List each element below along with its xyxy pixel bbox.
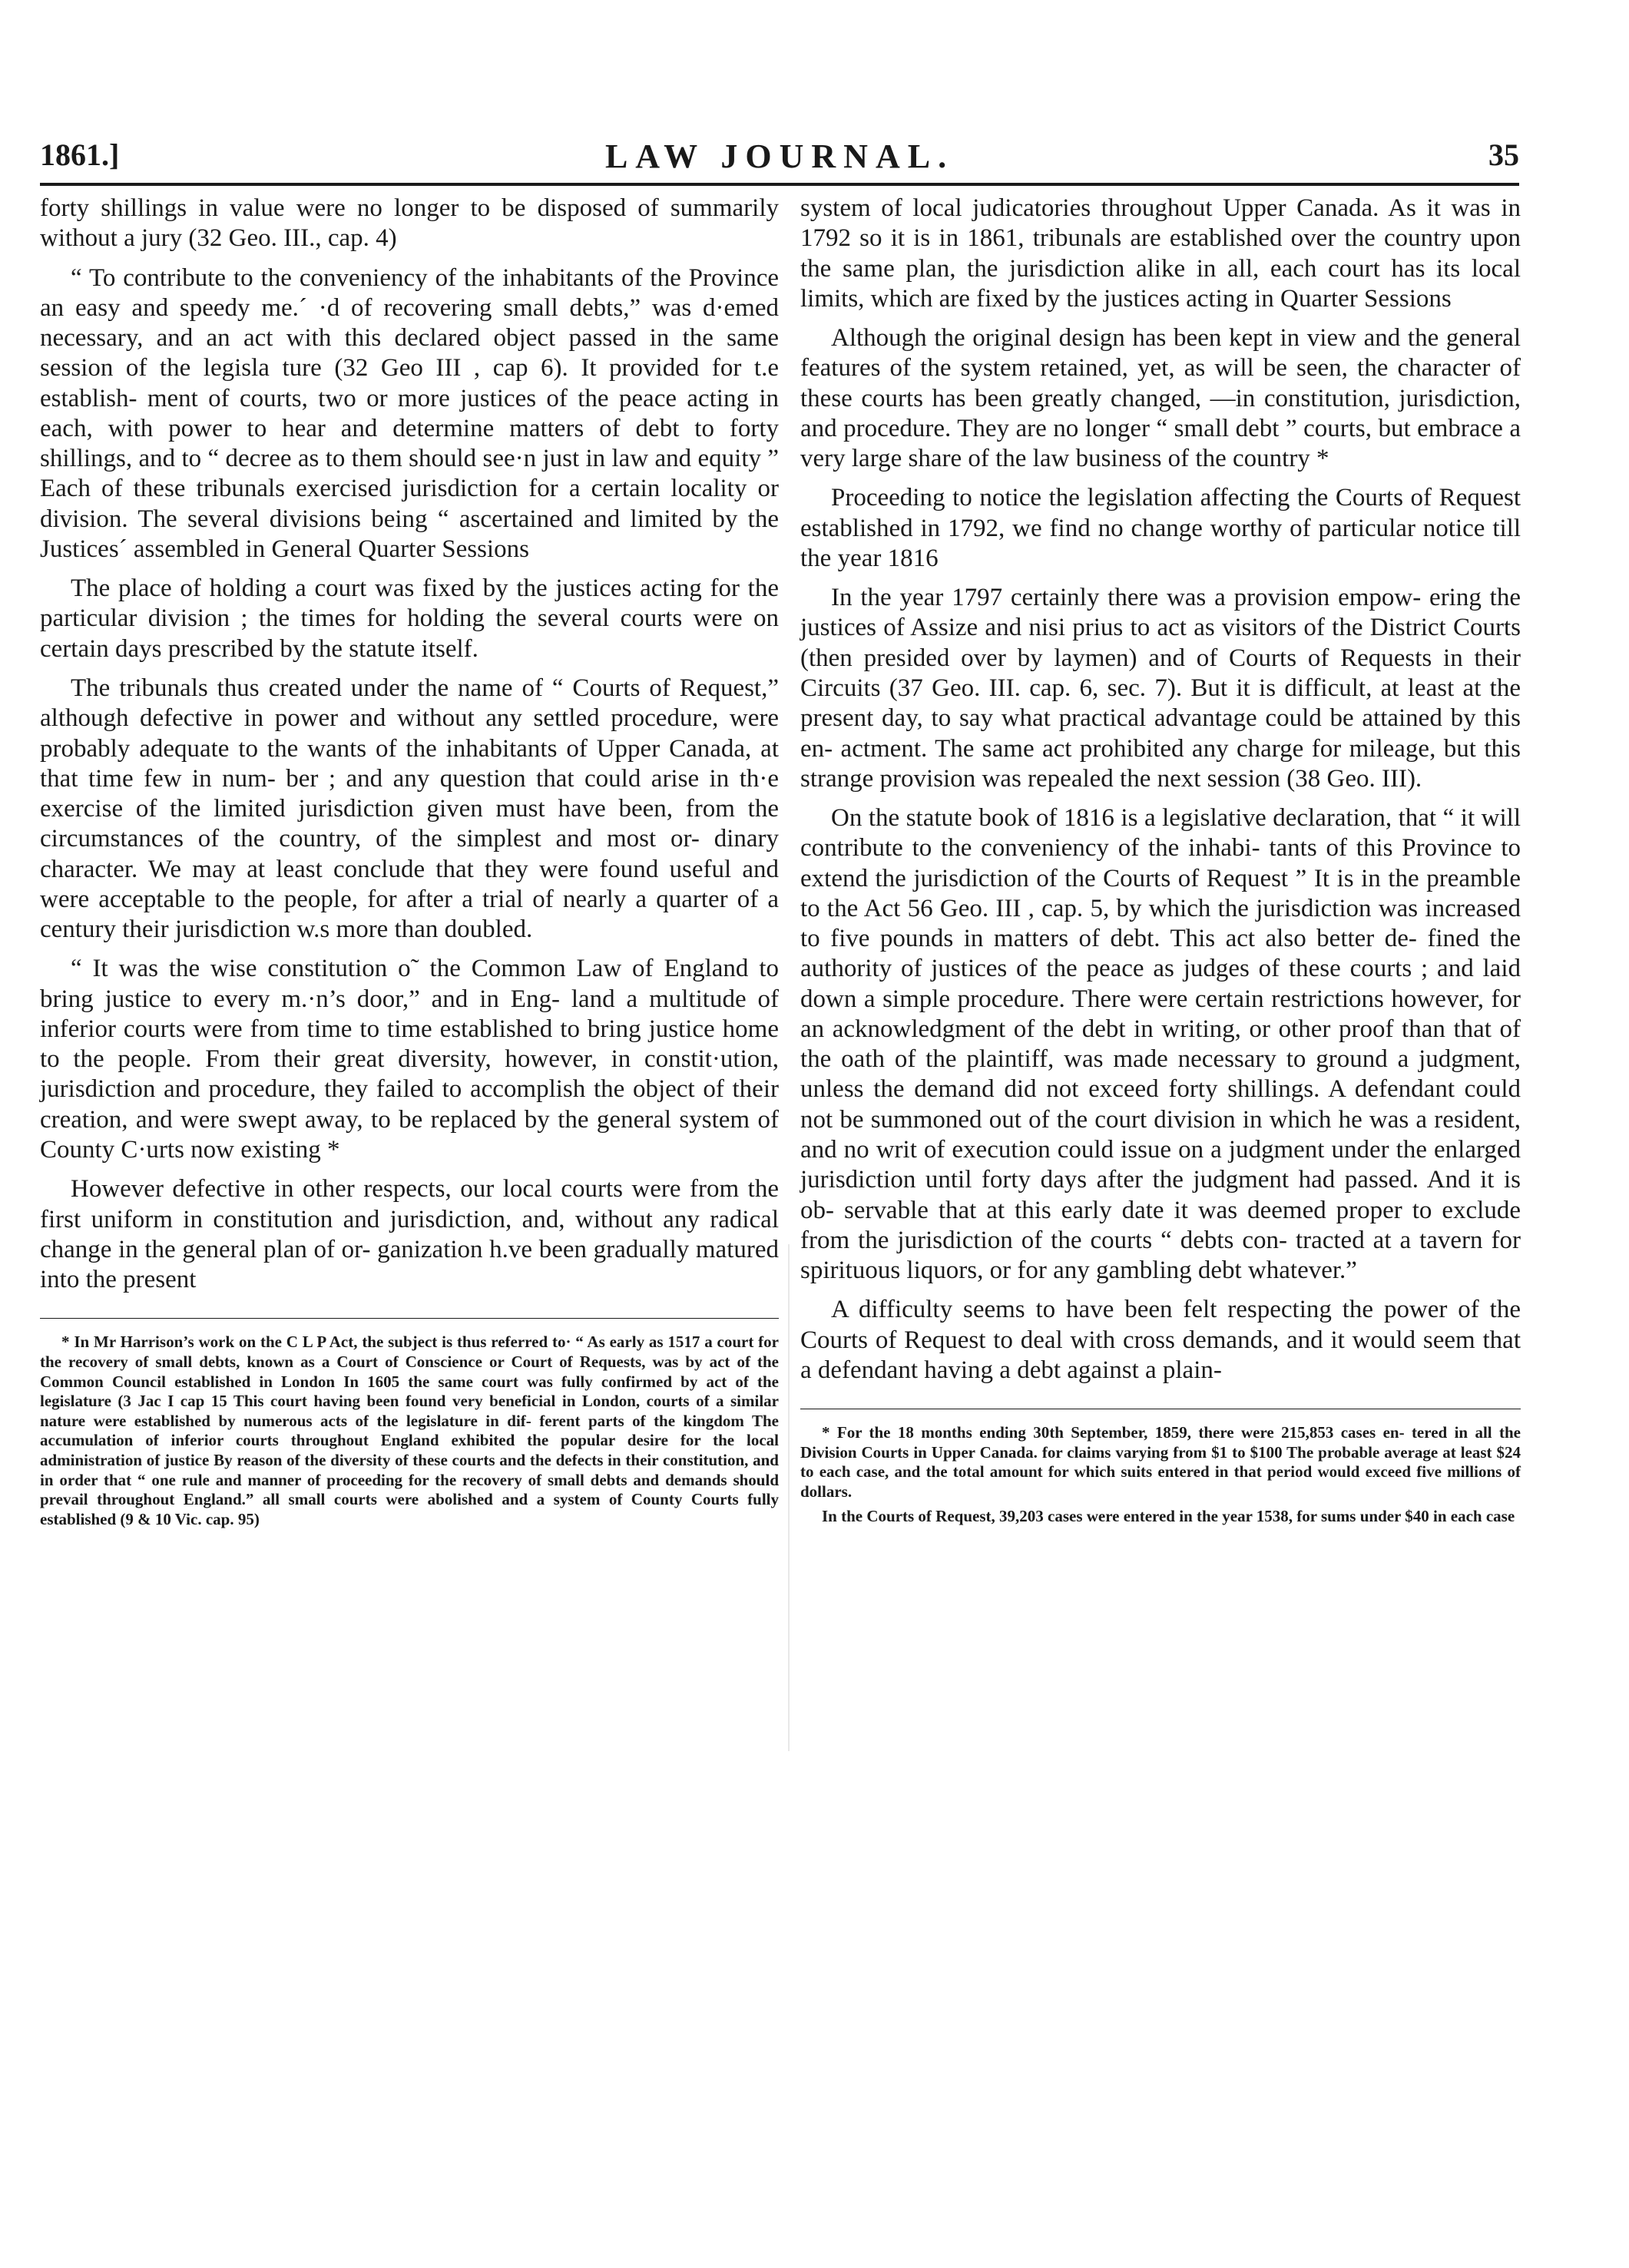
left-paragraph-1: forty shillings in value were no longer to be disposed of summarily without a jury (32 Geo. III., cap. 4) — [40, 194, 779, 253]
left-paragraph-5: “ It was the wise constitution o˜ the Common Law of England to bring justice to every m.·n’s door,” and in Eng- land a multitude of inferior courts were from time to time established to bring justice home to the people. From their great diversity, however, in constit·ution, jurisdiction and procedure, they failed to accomplish the object of their creation, and were swept away, to be replaced by the general system of County C·urts now existing * — [40, 955, 779, 1164]
left-paragraph-2: “ To contribute to the conveniency of the inhabitants of the Province an easy and speedy me.´ ·d of recovering small debts,” was d·emed necessary, and an act with this declared object passed in the same session of the legisla ture (32 Geo III , cap 6). It provided for t.e establish- ment of courts, two or more justices of the peace acting in each, with power to hear and determine matters of debt to forty shillings, and to “ decree as to them should see·n just in law and equity ” Each of these tribunals exercised jurisdiction for a certain locality or division. The several divisions being “ ascertained and limited by the Justices´ assembled in General Quarter Sessions — [40, 263, 779, 563]
left-paragraph-4: The tribunals thus created under the name of “ Courts of Request,” although defective in power and without any settled procedure, were probably adequate to the wants of the inhabitants of Upper Canada, at that time few in num- ber ; and any question that could arise in th·e exercise of the limited jurisdiction given must have been, from the circumstances of the country, of the simplest and most or- dinary character. We may at least conclude that they were found useful and were acceptable to the people, for after a trial of nearly a quarter of a century their jurisdiction w.s more than doubled. — [40, 674, 779, 944]
header-page-number: 35 — [1488, 137, 1519, 172]
right-paragraph-2: Although the original design has been kept in view and the general features of the system retained, yet, as will be seen, the character of these courts has been greatly changed, —in constitution, jurisdiction, and procedure. They are no longer “ small debt ” courts, but embrace a very large share of the law business of the country * — [800, 324, 1521, 473]
left-footnote: * In Mr Harrison’s work on the C L P Act, the subject is thus referred to· “ As early as 1517 a court for the recovery of small debts, known as a Court of Conscience or Court of Requests, was by act of the Common Council established in London In 1605 the same court was fully confirmed by act of the legislature (3 Jac I cap 15 This court having been found very beneficial in London, courts of a similar nature were established by numerous acts of the legislature in dif- ferent parts of the kingdom The accumulation of inferior courts throughout England exhibited the popular desire for the local administration of justice By reason of the diversity of these courts and the defects in their constitution, and in order that “ one rule and manner of proceeding for the recovery of small debts and demands should prevail throughout England.” all small courts were abolished and a system of County Courts fully established (9 & 10 Vic. cap. 95) — [40, 1333, 779, 1528]
left-paragraph-6: However defective in other respects, our local courts were from the first uniform in constitution and jurisdiction, and, without any radical change in the general plan of or- ganization h.ve been gradually matured into the present — [40, 1175, 779, 1294]
right-footnote-2: In the Courts of Request, 39,203 cases were entered in the year 1538, for sums under $40 in each case — [822, 1506, 1515, 1525]
page-header — [40, 137, 1519, 183]
right-footnote-1: * For the 18 months ending 30th September, 1859, there were 215,853 cases en- tered in all the Division Courts in Upper Canada. for claims varying from $1 to $100 The probable average at least $24 to each case, and the total amount for which suits entered in that period would exceed five millions of dollars. — [800, 1423, 1521, 1501]
column-divider — [788, 1244, 790, 1751]
right-paragraph-1: system of local judicatories throughout Upper Canada. As it was in 1792 so it is in 1861, tribunals are established over the country upon the same plan, the jurisdiction alike in all, each court has its local limits, which are fixed by the justices acting in Quarter Sessions — [800, 194, 1521, 313]
left-paragraph-3: The place of holding a court was fixed by the justices acting for the particular division ; the times for holding the several courts were on certain days prescribed by the statute itself. — [40, 574, 779, 663]
right-column — [800, 194, 1521, 1531]
right-paragraph-3: Proceeding to notice the legislation affecting the Courts of Request established in 1792, we find no change worthy of particular notice till the year 1816 — [800, 484, 1521, 572]
left-footnote-rule — [40, 1318, 779, 1319]
header-title: LAW JOURNAL. — [604, 137, 955, 175]
right-paragraph-4: In the year 1797 certainly there was a provision empow- ering the justices of Assize and nisi prius to act as visitors of the District Courts (then presided over by laymen) and of Courts of Requests in their Circuits (37 Geo. III. cap. 6, sec. 7). But it is difficult, at least at the present day, to say what practical advantage could be attained by this en- actment. The same act prohibited any charge for mileage, but this strange provision was repealed the next session (38 Geo. III). — [800, 584, 1521, 793]
right-paragraph-6: A difficulty seems to have been felt respecting the power of the Courts of Request to deal with cross demands, and it would seem that a defendant having a debt against a plain- — [800, 1296, 1521, 1384]
right-paragraph-5: On the statute book of 1816 is a legislative declaration, that “ it will contribute to the conveniency of the inhabi- tants of this Province to extend the jurisdiction of the Courts of Request ” It is in the preamble to the Act 56 Geo. III , cap. 5, by which the jurisdiction was increased to five pounds in matters of debt. This act also better de- fined the authority of justices of the peace as judges of these courts ; and laid down a simple procedure. There were certain restrictions however, for an acknowledgment of the debt in writing, or other proof than that of the oath of the plaintiff, was made necessary to ground a judgment, unless the demand did not exceed forty shillings. A defendant could not be summoned out of the court division in which he was a resident, and no writ of execution could issue on a judgment under the enlarged jurisdiction until forty days after the judgment had passed. And it is ob- servable that at this early date it was deemed proper to exclude from the jurisdiction of the courts “ debts con- tracted at a tavern for spirituous liquors, or for any gambling debt whatever.” — [800, 804, 1521, 1285]
header-year: 1861.] — [40, 137, 120, 172]
left-column — [40, 194, 779, 1534]
header-rule — [40, 183, 1519, 186]
